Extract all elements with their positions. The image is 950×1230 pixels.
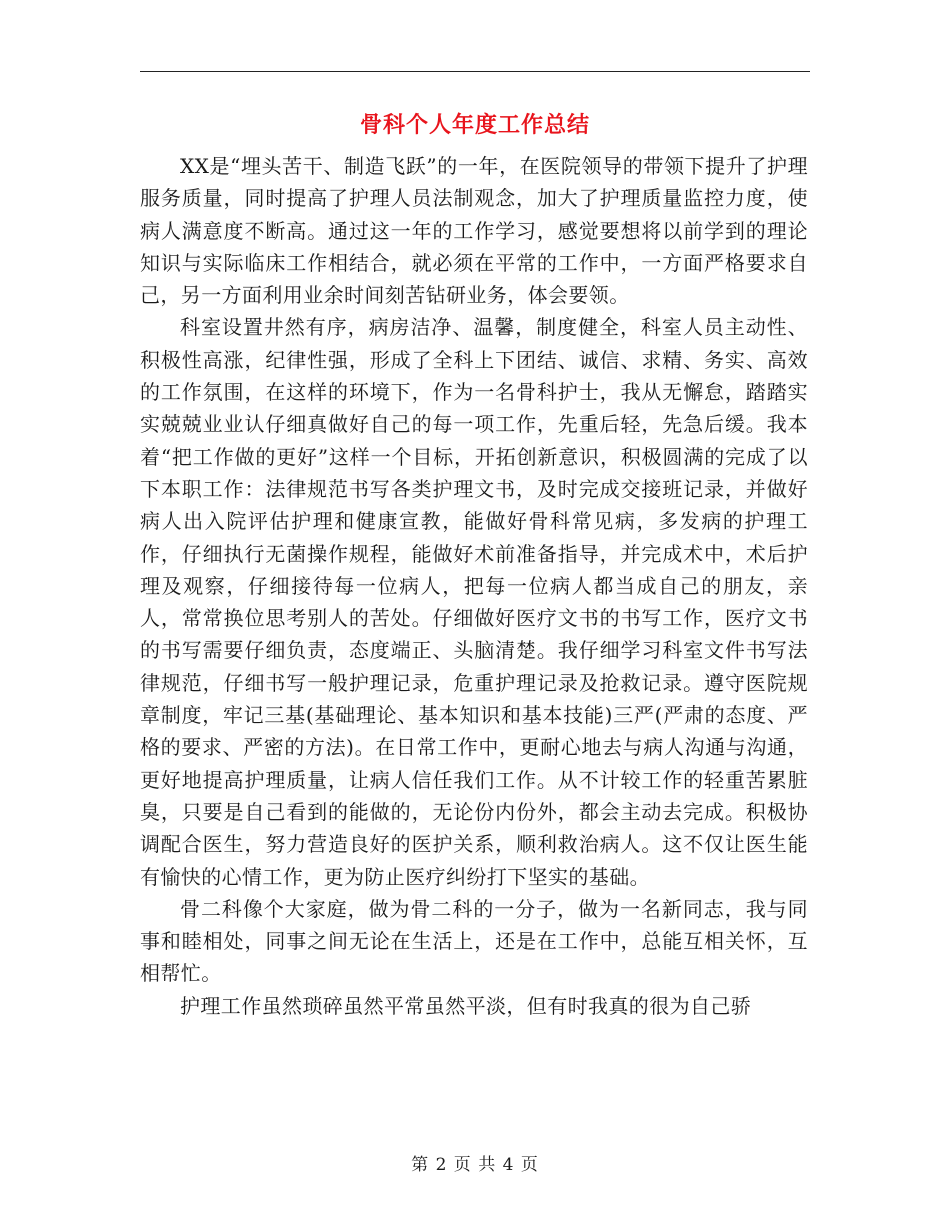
header-rule [140,71,810,72]
document-body [140,150,808,1022]
document-title: 骨科个人年度工作总结 [359,112,590,138]
paragraph-2: 科室设置井然有序，病房洁净、温馨，制度健全，科室人员主动性、积极性高涨，纪律性强，形成了全科上下团结、诚信、求精、务实、高效的工作氛围，在这样的环境下，作为一名骨科护士，我从无懈怠，踏踏实实兢兢业业认仔细真做好自己的每一项工作，先重后轻，先急后缓。我本着“把工作做的更好”这样一个目标，开拓创新意识，积极圆满的完成了以下本职工作：法律规范书写各类护理文书，及时完成交接班记录，并做好病人出入院评估护理和健康宣教，能做好骨科常见病，多发病的护理工作，仔细执行无菌操作规程，能做好术前准备指导，并完成术中，术后护理及观察，仔细接待每一位病人，把每一位病人都当成自己的朋友，亲人，常常换位思考别人的苦处。仔细做好医疗文书的书写工作，医疗文书的书写需要仔细负责，态度端正、头脑清楚。我仔细学习科室文件书写法律规范，仔细书写一般护理记录，危重护理记录及抢救记录。遵守医院规章制度，牢记三基(基础理论、基本知识和基本技能)三严(严肃的态度、严格的要求、严密的方法)。在日常工作中，更耐心地去与病人沟通与沟通，更好地提高护理质量，让病人信任我们工作。从不计较工作的轻重苦累脏臭，只要是自己看到的能做的，无论份内份外，都会主动去完成。积极协调配合医生，努力营造良好的医护关系，顺利救治病人。这不仅让医生能有愉快的心情工作，更为防止医疗纠纷打下坚实的基础。 [140,315,808,889]
page-number-footer: 第 2 页 共 4 页 [411,1155,539,1175]
paragraph-3: 骨二科像个大家庭，做为骨二科的一分子，做为一名新同志，我与同事和睦相处，同事之间无论在生活上，还是在工作中，总能互相关怀，互相帮忙。 [140,896,808,986]
paragraph-4: 护理工作虽然琐碎虽然平常虽然平淡，但有时我真的很为自己骄 [180,993,752,1018]
paragraph-1: XX是“埋头苦干、制造飞跃”的一年，在医院领导的带领下提升了护理服务质量，同时提高了护理人员法制观念，加大了护理质量监控力度，使病人满意度不断高。通过这一年的工作学习，感觉要想将以前学到的理论知识与实际临床工作相结合，就必须在平常的工作中，一方面严格要求自己，另一方面利用业余时间刻苦钻研业务，体会要领。 [140,154,808,308]
